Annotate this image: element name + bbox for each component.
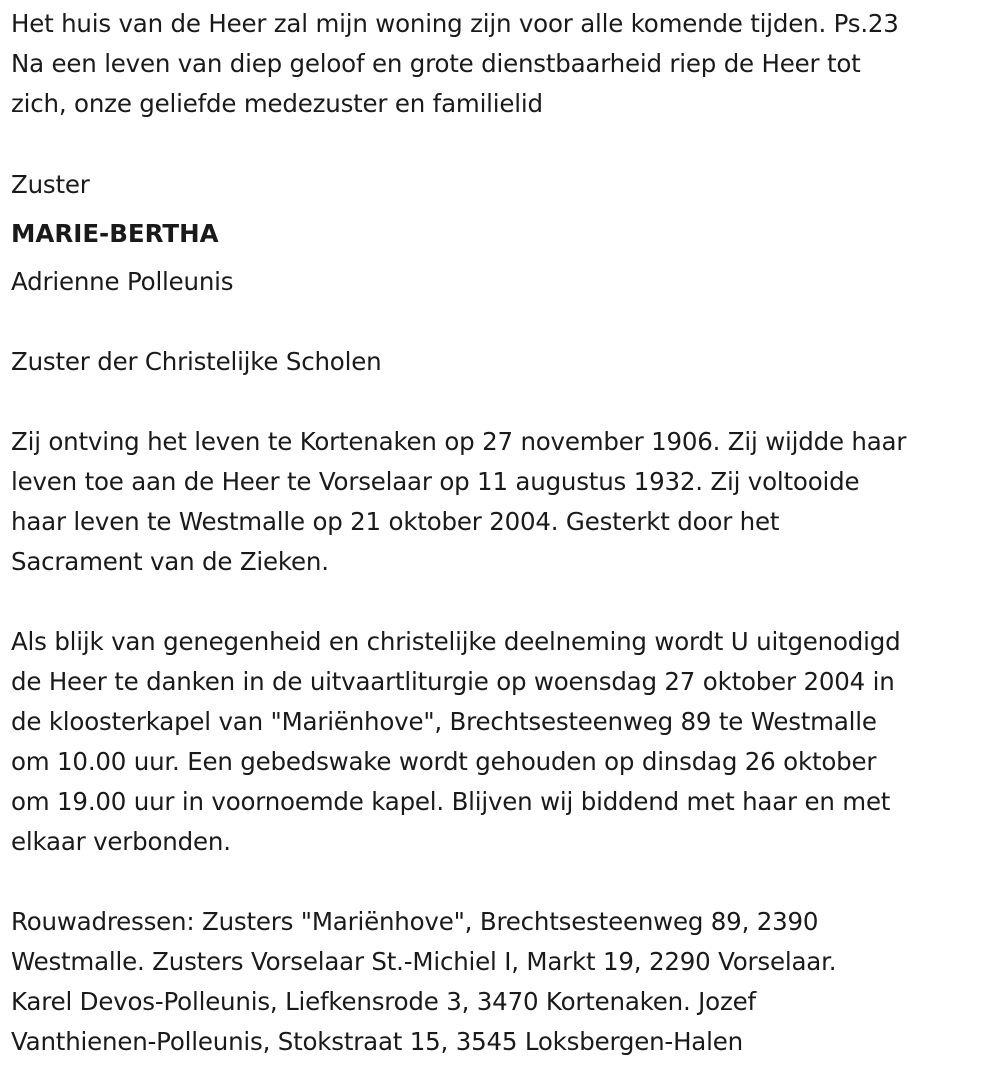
life-line: leven toe aan de Heer te Vorselaar op 11 augustus 1932. Zij voltooide [11, 467, 860, 496]
invitation-line: om 19.00 uur in voornoemde kapel. Blijven wij biddend met haar en met [11, 787, 891, 816]
person-title: Zuster [11, 170, 90, 199]
civil-name: Adrienne Polleunis [11, 267, 234, 296]
obituary-text [11, 4, 993, 1062]
invitation-line: om 10.00 uur. Een gebedswake wordt gehouden op dinsdag 26 oktober [11, 747, 877, 776]
address-line: Rouwadressen: Zusters "Mariënhove", Brechtsesteenweg 89, 2390 [11, 907, 819, 936]
invitation-line: de kloosterkapel van "Mariënhove", Brechtsesteenweg 89 te Westmalle [11, 707, 877, 736]
religious-name: MARIE-BERTHA [11, 219, 219, 248]
address-line: Westmalle. Zusters Vorselaar St.-Michiel I, Markt 19, 2290 Vorselaar. [11, 947, 837, 976]
person-block [11, 164, 993, 302]
life-line: Sacrament van de Zieken. [11, 547, 329, 576]
congregation-paragraph [11, 342, 993, 382]
address-line: Vanthienen-Polleunis, Stokstraat 15, 3545 Loksbergen-Halen [11, 1027, 743, 1056]
paragraph-spacer [11, 382, 993, 422]
intro-line: Het huis van de Heer zal mijn woning zijn voor alle komende tijden. Ps.23 [11, 9, 899, 38]
life-paragraph [11, 422, 993, 582]
paragraph-spacer [11, 302, 993, 342]
intro-line: zich, onze geliefde medezuster en familielid [11, 89, 543, 118]
intro-line: Na een leven van diep geloof en grote dienstbaarheid riep de Heer tot [11, 49, 861, 78]
life-line: haar leven te Westmalle op 21 oktober 2004. Gesterkt door het [11, 507, 780, 536]
paragraph-spacer [11, 862, 993, 902]
life-line: Zij ontving het leven te Kortenaken op 27 november 1906. Zij wijdde haar [11, 427, 907, 456]
invitation-line: elkaar verbonden. [11, 827, 231, 856]
address-line: Karel Devos-Polleunis, Liefkensrode 3, 3470 Kortenaken. Jozef [11, 987, 756, 1016]
addresses-paragraph [11, 902, 993, 1062]
invitation-line: de Heer te danken in de uitvaartliturgie op woensdag 27 oktober 2004 in [11, 667, 895, 696]
invitation-paragraph [11, 622, 993, 862]
paragraph-spacer [11, 124, 993, 164]
intro-paragraph [11, 4, 993, 124]
paragraph-spacer [11, 582, 993, 622]
congregation-name: Zuster der Christelijke Scholen [11, 347, 382, 376]
invitation-line: Als blijk van genegenheid en christelijke deelneming wordt U uitgenodigd [11, 627, 901, 656]
